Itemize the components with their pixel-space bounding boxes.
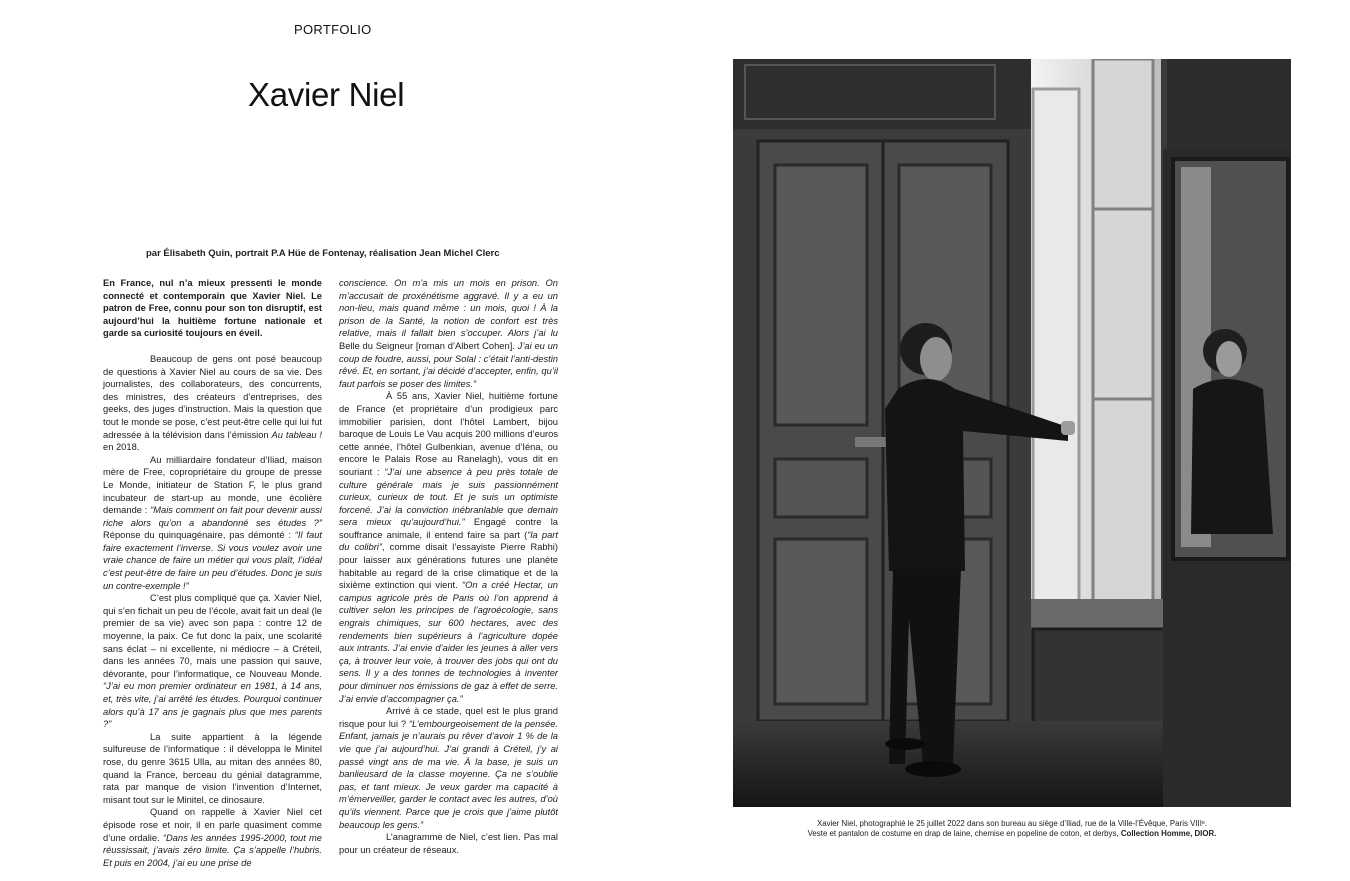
body-paragraph	[103, 731, 322, 807]
quote-text: Au tableau !	[271, 429, 323, 440]
quote-text: “la part du colibri”	[339, 529, 558, 553]
quote-text: “L’embourgeoisement de la pensée. Enfant, jamais je n’aurais pu rêver d’avoir 1 % de la vie que j’ai aujourd’hui. J’ai grandi à Créteil, j’y ai passé vingt ans de ma vie. À la base, je suis un banlieusard de la classe moyenne. Ça ne s’oublie pas, et tant mieux. Je veux garder ma capacité à m’émerveiller, garder le contact avec les autres, d’où qu’ils viennent. Parce que je crois que j’aime plutôt beaucoup les gens.”	[339, 718, 558, 830]
paragraph-text: Réponse du quinquagénaire, pas démonté :	[103, 530, 295, 541]
body-paragraph	[103, 806, 322, 869]
caption-line-2	[733, 829, 1291, 839]
body-paragraph	[339, 277, 558, 390]
article-credits: par Élisabeth Quin, portrait P.A Hüe de Fontenay, réalisation Jean Michel Clerc	[146, 248, 500, 259]
quote-text: “J’ai une absence à peu près totale de culture générale mais je suis passionnément curieux, curieux de tout. Et je suis un optimiste forcené. J’ai la conviction inébranlable que demain sera mieux qu’aujourd’hui.”	[339, 466, 558, 528]
article-lead: En France, nul n’a mieux pressenti le monde connecté et contemporain que Xavier Niel. Le patron de Free, connu pour son ton disruptif, est aujourd’hui la huitième fortune nationale et garde sa curiosité toujours en éveil.	[103, 278, 322, 339]
left-body	[103, 353, 322, 869]
article-column-left	[103, 277, 322, 869]
quote-text: J’ai eu un coup de foudre, aussi, pour Solal : c’était l’anti-destin rêvé. Et, en sortant, j’ai décidé d’accepter, enfin, qu’il faut parfois se poser des limites.”	[339, 340, 558, 389]
paragraph-text: en 2018.	[103, 442, 140, 453]
quote-text: conscience. On m’a mis un mois en prison. On m’accusait de proxénétisme aggravé. Il y a eu un non-lieu, mais quand même : un mois, quoi ! À la prison de la Santé, la notion de confort est très relative, mais il fallait bien s’occuper. Alors j’ai lu	[339, 278, 558, 339]
paragraph-text: À 55 ans, Xavier Niel, huitième fortune de France (et propriétaire d’un prodigieux parc immobilier parisien, dont l’hôtel Lambert, bijou baroque de Louis Le Vau acquis 200 millions d’euros cette année, l’hôtel Gulbenkian, avenue d’Iéna, ou encore le Palais Rose au Ranelagh), vous dit en souriant :	[339, 391, 558, 477]
quote-text: “Mais comment on fait pour devenir aussi riche alors qu’on a abandonné ses études ?”	[103, 505, 322, 528]
paragraph-text: La suite appartient à la légende sulfureuse de l’informatique : il développa le Minitel rose, du genre 3615 Ulla, au mitan des années 80, quand la France, berceau du génial datagramme, rata par manque de vision l’invention d’Internet, misant tout sur le Minitel, ce dinosaure.	[103, 731, 322, 805]
article-title: Xavier Niel	[248, 76, 405, 113]
quote-text: “On a créé Hectar, un campus agricole près de Paris où l’on apprend à cultiver selon les principes de l’agroécologie, sans engrais chimiques, sur 600 hectares, avec des rendements bien supérieurs à l’agriculture dopée aux intrants. J’ai envie d’aider les jeunes à aller vers ça, à trouver leur voie, à trouver des jobs qui ont du sens. Il y a des tonnes de technologies à inventer pour diminuer nos émissions de gaz à effet de serre. J’ai envie d’accompagner ça.”	[339, 580, 558, 704]
paragraph-text: Engagé contre la souffrance animale, il entend faire sa part (	[339, 517, 558, 540]
section-label: PORTFOLIO	[294, 22, 372, 37]
paragraph-text: C’est plus compliqué que ça. Xavier Niel, qui s’en fichait un peu de l’école, avait fait un deal (le premier de sa vie) avec son papa : contre 12 de moyenne, la paix. Ce fut donc la paix, une scolarité sans éclat – ni excellente, ni médiocre – à Créteil, dans les années 70, mais une passion qui sauve, dévorante, pour l’informatique, ce Nouveau Monde.	[103, 593, 322, 679]
body-paragraph	[339, 705, 558, 831]
paragraph-text: Quand on rappelle à Xavier Niel cet épisode rose et noir, il en parle quasiment comme d’une ordalie.	[103, 807, 322, 843]
paragraph-text: , comme disait l’essayiste Pierre Rabhi) pour laisser aux générations futures une planète habitable au regard de la crise climatique et de la sixième extinction qui vient.	[339, 542, 558, 591]
paragraph-text: Arrivé à ce stade, quel est le plus grand risque pour lui ?	[339, 706, 558, 729]
portrait-photo	[733, 59, 1291, 807]
body-paragraph	[103, 454, 322, 593]
body-paragraph	[339, 831, 558, 856]
caption-brand: Collection Homme, DIOR.	[1120, 829, 1217, 838]
photo-caption	[733, 819, 1291, 839]
quote-text: “J’ai eu mon premier ordinateur en 1981, à 14 ans, et, très vite, j’ai arrêté les études. Pourquoi continuer alors qu’à 17 ans je gagnais plus que mes parents ?”	[103, 681, 322, 730]
body-paragraph	[339, 390, 558, 705]
article-column-right	[339, 277, 558, 856]
portrait-photo-illustration	[733, 59, 1291, 807]
caption-line-1: Xavier Niel, photographié le 25 juillet 2022 dans son bureau au siège d’Iliad, rue de la Ville-l’Évêque, Paris VIIIᵉ.	[816, 819, 1208, 828]
body-paragraph	[103, 353, 322, 454]
paragraph-text: Au milliardaire fondateur d’Iliad, maison mère de Free, copropriétaire du groupe de presse Le Monde, initiateur de Station F, le plus grand incubateur de start-up au monde, une écolière demande :	[103, 454, 322, 516]
paragraph-text: L’anagramme de Niel, c’est lien. Pas mal pour un créateur de réseaux.	[339, 832, 558, 855]
paragraph-text: Belle du Seigneur [roman d’Albert Cohen].	[339, 340, 518, 351]
paragraph-text: Beaucoup de gens ont posé beaucoup de questions à Xavier Niel au cours de sa vie. Des journalistes, des collaborateurs, des concurrents, des ministres, des créateurs d’entreprises, des geeks, des juges d’instruction. Mais la question que tout le monde se pose, c’est peut-être celle qui lui fut adressée à la télévision dans l’émission	[103, 353, 322, 440]
body-paragraph	[103, 592, 322, 731]
quote-text: “Dans les années 1995-2000, tout me réussissait, j’avais zéro limite. Ça s’appelle l’hubris. Et puis en 2004, j’ai eu une prise de	[103, 832, 322, 868]
quote-text: “Il faut faire exactement l’inverse. Si vous voulez avoir une vraie chance de faire un métier qui vous plaît, l’idéal c’est peut-être de faire un peu d’études. Donc je suis un contre-exemple !”	[103, 530, 322, 591]
right-body	[339, 277, 558, 856]
caption-credits-text: Veste et pantalon de costume en drap de laine, chemise en popeline de coton, et derbys,	[807, 829, 1121, 838]
